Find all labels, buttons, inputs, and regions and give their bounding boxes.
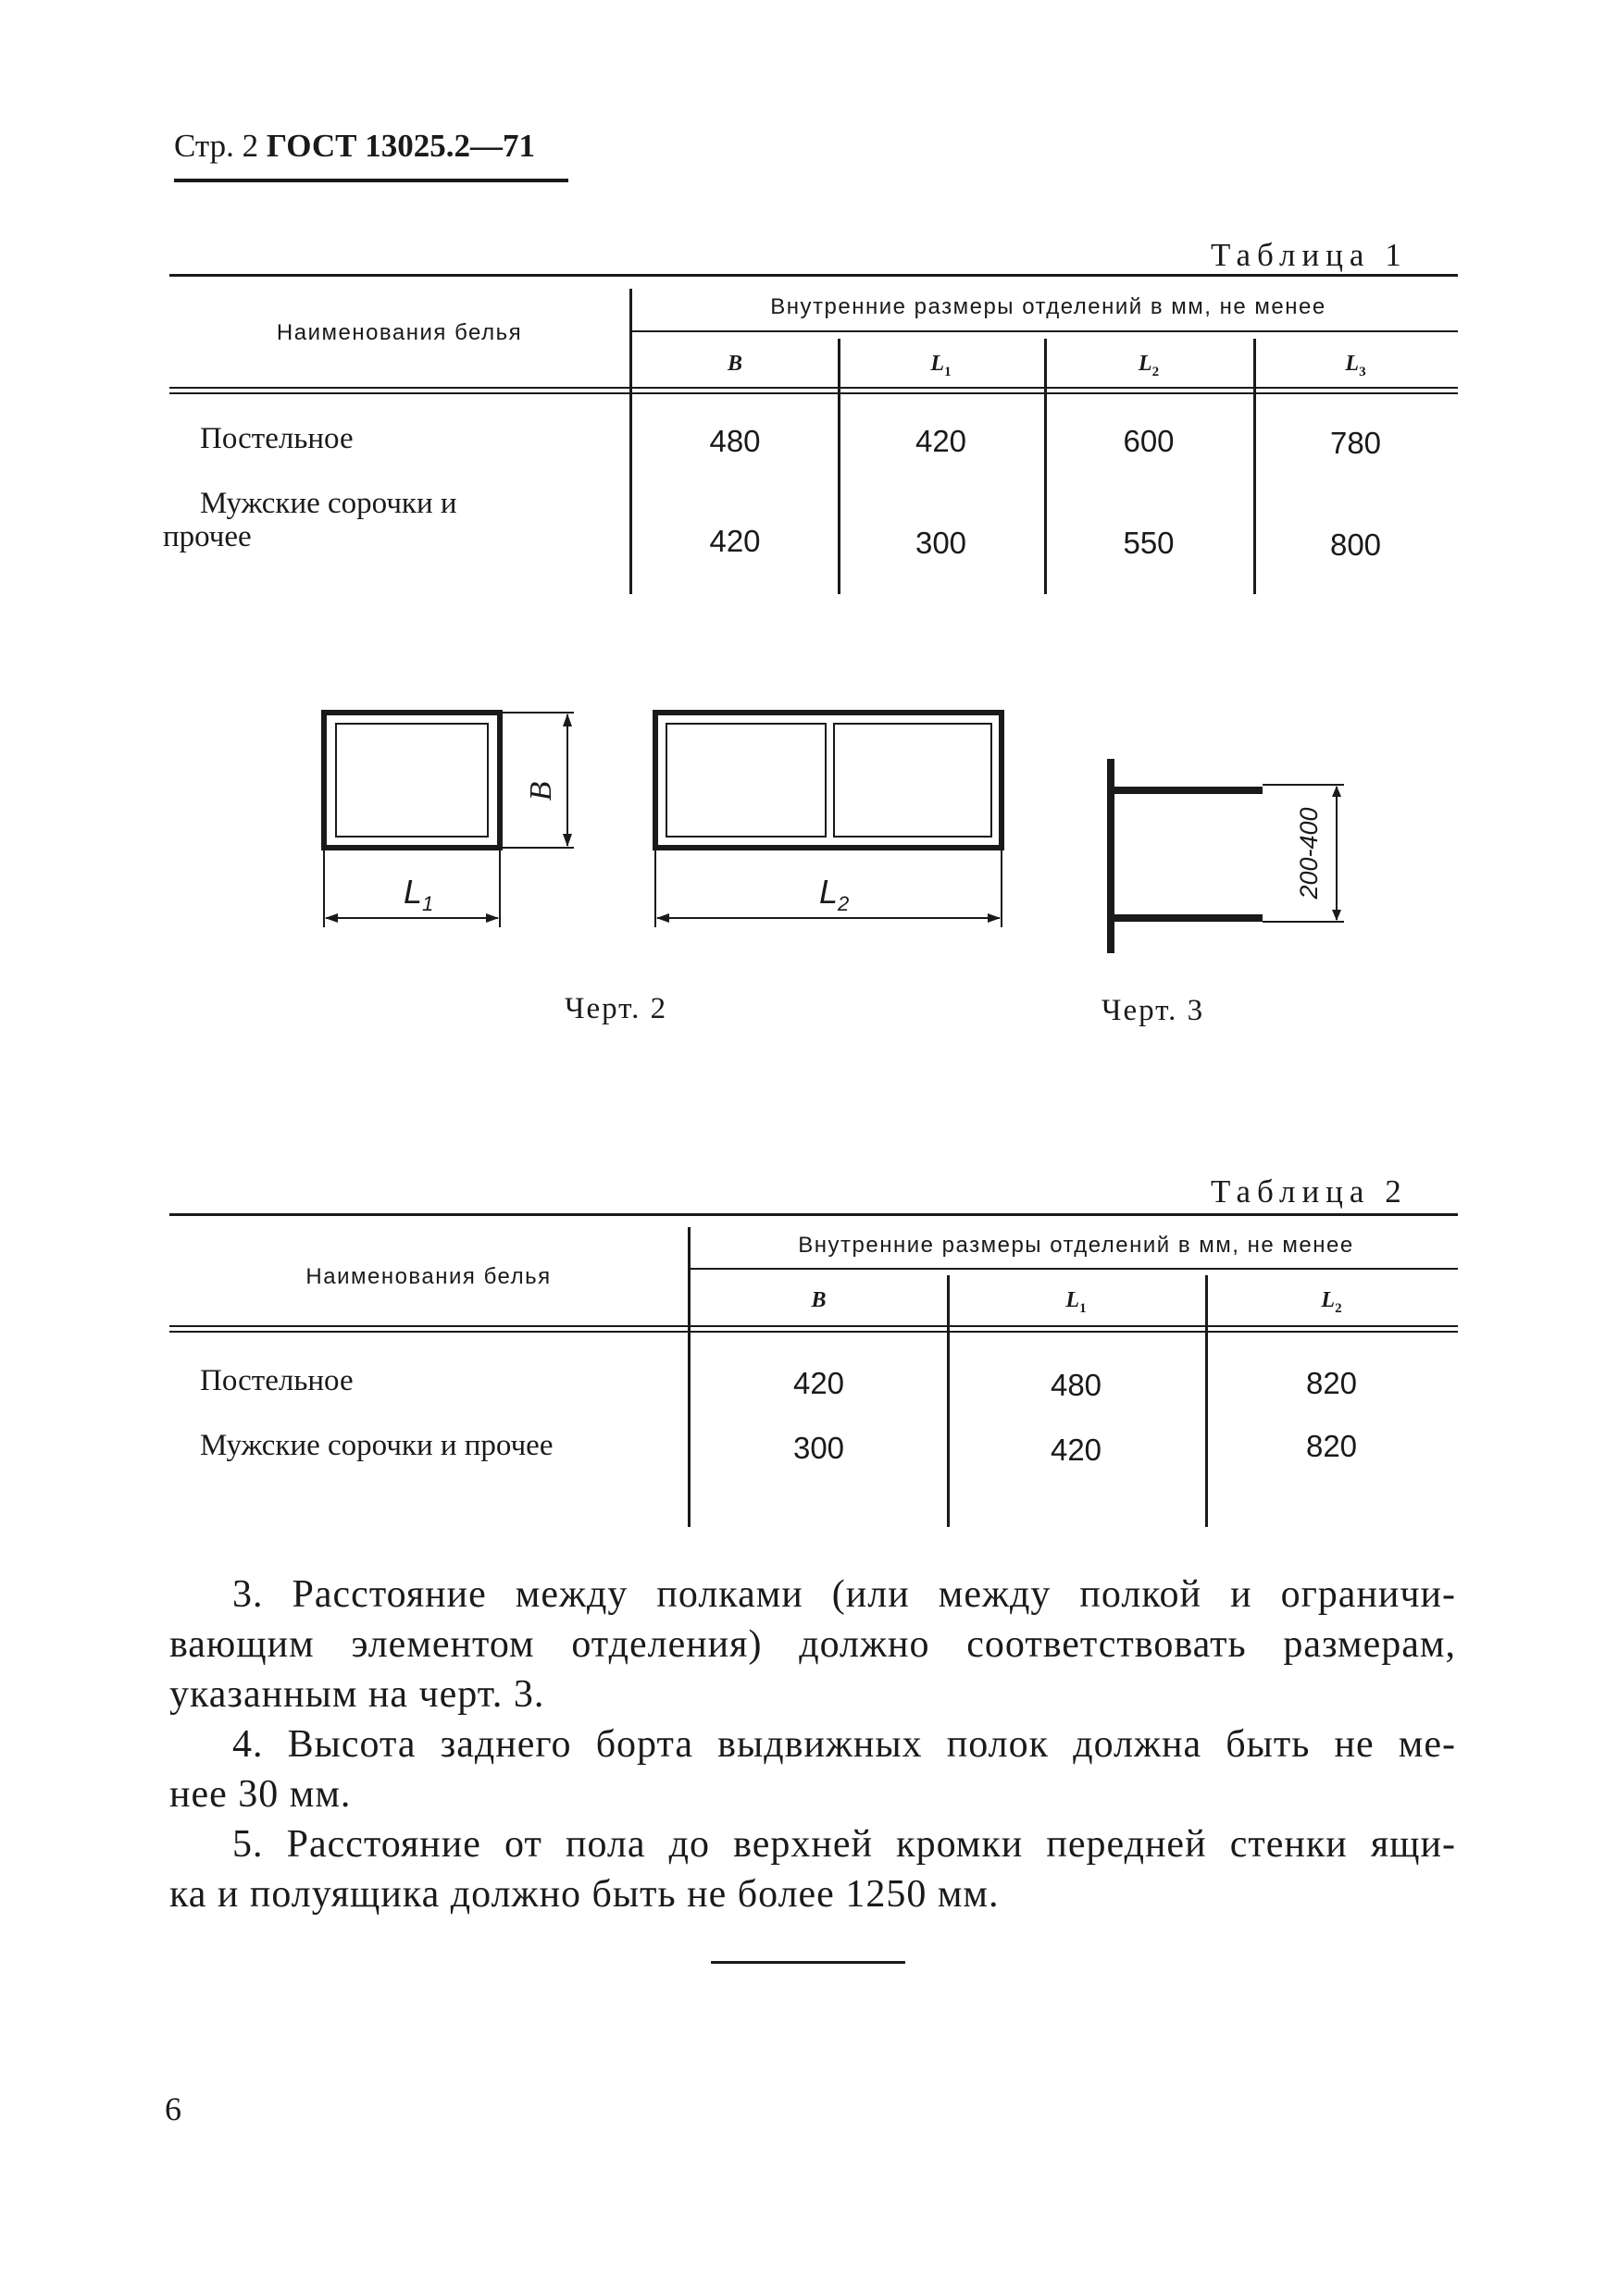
table-2-col-header: $L_1$ <box>1065 1288 1087 1316</box>
table-1-col-header: $L_2$ <box>1138 352 1160 379</box>
table-1-row-name: Постельное <box>200 422 354 455</box>
table-2-group-header: Внутренние размеры отделений в мм, не менее <box>798 1233 1354 1258</box>
table-2-top-rule <box>169 1213 1458 1216</box>
table-2-cell: 300 <box>792 1431 845 1465</box>
table-1-row-name: Мужские сорочки и <box>200 487 457 520</box>
table-1-cell: 600 <box>1123 424 1175 458</box>
table-1-caption: Таблица 1 <box>1211 237 1408 273</box>
table-2-col-header: B <box>811 1288 827 1312</box>
table-1-cell: 420 <box>915 424 967 458</box>
table-2-cell: 820 <box>1305 1429 1358 1463</box>
table-2-cell: 420 <box>1050 1433 1102 1467</box>
paragraph-5 <box>169 1819 1456 1919</box>
table-1-cell: 800 <box>1329 527 1382 562</box>
paragraph-line: нее 30 мм. <box>169 1773 352 1816</box>
dimension-l2-label: $L_2$ <box>819 873 850 915</box>
paragraph-line: 5. Расстояние от пола до верхней кромки передней стенки ящи- <box>232 1823 1456 1866</box>
table-2-cell: 420 <box>792 1366 845 1400</box>
dimension-b-label: B <box>524 781 558 801</box>
table-1-name-header: Наименования белья <box>276 320 523 345</box>
table-2-header-rule <box>169 1331 1458 1333</box>
table-1-row-name-cont: прочее <box>163 520 252 553</box>
table-1-col-header: $L_1$ <box>930 352 952 379</box>
table-2-row-name: Постельное <box>200 1364 354 1397</box>
table-1-cell: 550 <box>1123 526 1175 560</box>
table-1-cell: 300 <box>915 526 967 560</box>
table-1-cell: 480 <box>709 424 761 458</box>
table-2-col-header: $L_2$ <box>1321 1288 1342 1316</box>
page-number: 6 <box>165 2091 181 2128</box>
table-1-cell: 420 <box>709 524 761 558</box>
table-2-name-header: Наименования белья <box>305 1264 552 1289</box>
table-1-cell: 780 <box>1329 426 1382 460</box>
paragraph-line: 3. Расстояние между полками (или между полкой и ограничи- <box>232 1573 1456 1616</box>
table-2-cell: 480 <box>1050 1368 1102 1402</box>
paragraph-line: вающим элементом отделения) должно соответствовать размерам, <box>169 1623 1456 1666</box>
table-1-col-header: B <box>727 352 742 376</box>
table-2-cell: 820 <box>1305 1366 1358 1400</box>
table-2-row-name: Мужские сорочки и прочее <box>200 1429 554 1462</box>
table-2-caption: Таблица 2 <box>1211 1173 1408 1210</box>
paragraph-4 <box>169 1719 1456 1819</box>
dimension-range-label: 200-400 <box>1295 807 1323 900</box>
chert-3-label: Черт. 3 <box>1101 994 1205 1027</box>
dimension-l1-label: $L_1$ <box>404 873 434 915</box>
table-1-group-header: Внутренние размеры отделений в мм, не менее <box>770 294 1326 319</box>
standard-number: ГОСТ 13025.2—71 <box>266 128 536 164</box>
table-1-col-header: $L_3$ <box>1345 352 1366 379</box>
paragraph-line: ка и полуящика должно быть не более 1250 мм. <box>169 1873 1000 1916</box>
table-2-header-rule <box>169 1325 1458 1327</box>
chert-2-label: Черт. 2 <box>565 992 668 1025</box>
paragraph-line: указанным на черт. 3. <box>169 1673 545 1716</box>
table-2-group-rule <box>691 1268 1458 1270</box>
paragraph-3 <box>169 1570 1456 1719</box>
section-end-rule <box>711 1961 905 1964</box>
page-label: Стр. 2 <box>174 128 259 164</box>
paragraph-line: 4. Высота заднего борта выдвижных полок должна быть не ме- <box>232 1723 1456 1766</box>
